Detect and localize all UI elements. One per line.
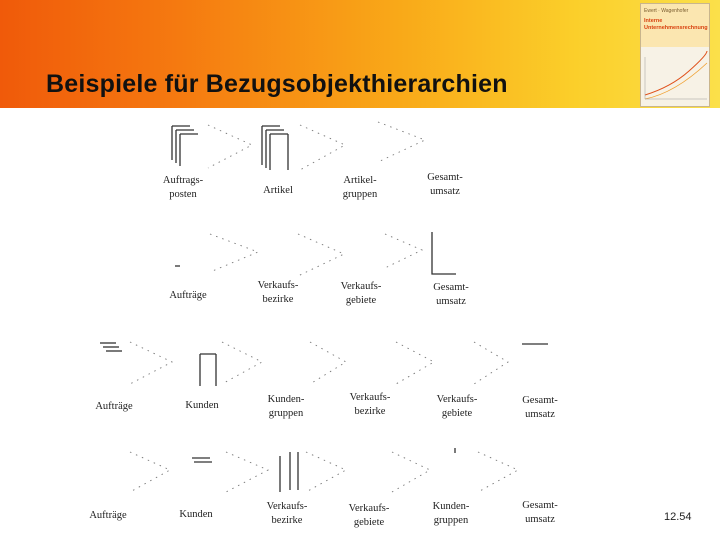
hierarchy-row-3	[95, 342, 558, 420]
stacked-brackets-icon	[172, 126, 198, 166]
node-label: Aufträge	[95, 401, 133, 412]
dotted-connector	[222, 342, 262, 384]
dotted-connector	[210, 234, 258, 272]
dotted-connector	[300, 125, 345, 170]
stacked-lines-icon	[192, 458, 212, 462]
node-label: umsatz	[436, 296, 466, 307]
slide-title: Beispiele für Bezugsobjekthierarchien	[46, 70, 508, 98]
node-label: bezirke	[262, 294, 294, 305]
dotted-connector	[298, 234, 344, 276]
dotted-connector	[478, 452, 518, 492]
dotted-connector	[310, 342, 346, 384]
hierarchy-row-2	[169, 232, 469, 307]
book-title-line-2: Unternehmensrechnung	[644, 25, 708, 31]
node-label: umsatz	[525, 409, 555, 420]
dotted-connector	[474, 342, 508, 384]
node-label: Kunden	[179, 509, 213, 520]
dotted-connector	[396, 342, 434, 384]
node-label: Aufträge	[169, 290, 207, 301]
node-label: gruppen	[342, 189, 378, 200]
node-label: Verkaufs-	[349, 392, 391, 403]
node-label: umsatz	[430, 186, 460, 197]
hierarchy-row-1	[163, 122, 463, 200]
dotted-connector	[208, 125, 252, 168]
node-label: Kunden-	[267, 394, 305, 405]
dotted-connector	[226, 452, 268, 492]
dotted-connector	[378, 122, 425, 162]
dotted-connector	[385, 234, 422, 268]
node-label: posten	[169, 189, 197, 200]
node-label: Verkaufs-	[266, 501, 308, 512]
node-label: umsatz	[525, 514, 555, 525]
node-label: Verkaufs-	[348, 503, 390, 514]
node-label: Kunden	[185, 400, 219, 411]
node-label: Kunden-	[432, 501, 470, 512]
node-label: gruppen	[268, 408, 304, 419]
node-label: Aufträge	[89, 510, 127, 521]
node-label: bezirke	[354, 406, 386, 417]
node-label: Artikel	[263, 185, 293, 196]
node-label: gebiete	[441, 408, 473, 419]
dotted-connector	[306, 452, 346, 492]
dotted-connector	[130, 452, 170, 492]
book-title-line-1: Interne	[644, 18, 663, 24]
node-label: Auftrags-	[162, 175, 204, 186]
node-label: gebiete	[353, 517, 385, 528]
node-label: Artikel-	[343, 175, 377, 186]
stacked-brackets-icon	[262, 126, 288, 170]
node-label: Gesamt-	[427, 172, 463, 183]
vertical-lines-icon	[280, 452, 298, 492]
node-label: Gesamt-	[522, 500, 558, 511]
node-label: Gesamt-	[522, 395, 558, 406]
stacked-lines-icon	[100, 343, 122, 351]
page-number: 12.54	[664, 511, 692, 523]
node-label: bezirke	[271, 515, 303, 526]
node-label: Verkaufs-	[436, 394, 478, 405]
bracket-icon	[432, 232, 456, 274]
dotted-connector	[392, 452, 430, 492]
node-label: Gesamt-	[433, 282, 469, 293]
node-label: gruppen	[433, 515, 469, 526]
dotted-connector	[130, 342, 172, 384]
node-label: gebiete	[345, 295, 377, 306]
node-label: Verkaufs-	[257, 280, 299, 291]
hierarchy-row-4	[89, 448, 558, 528]
book-author: Ewert · Wagenhofer	[644, 8, 689, 14]
bracket-icon	[200, 354, 216, 386]
node-label: Verkaufs-	[340, 281, 382, 292]
